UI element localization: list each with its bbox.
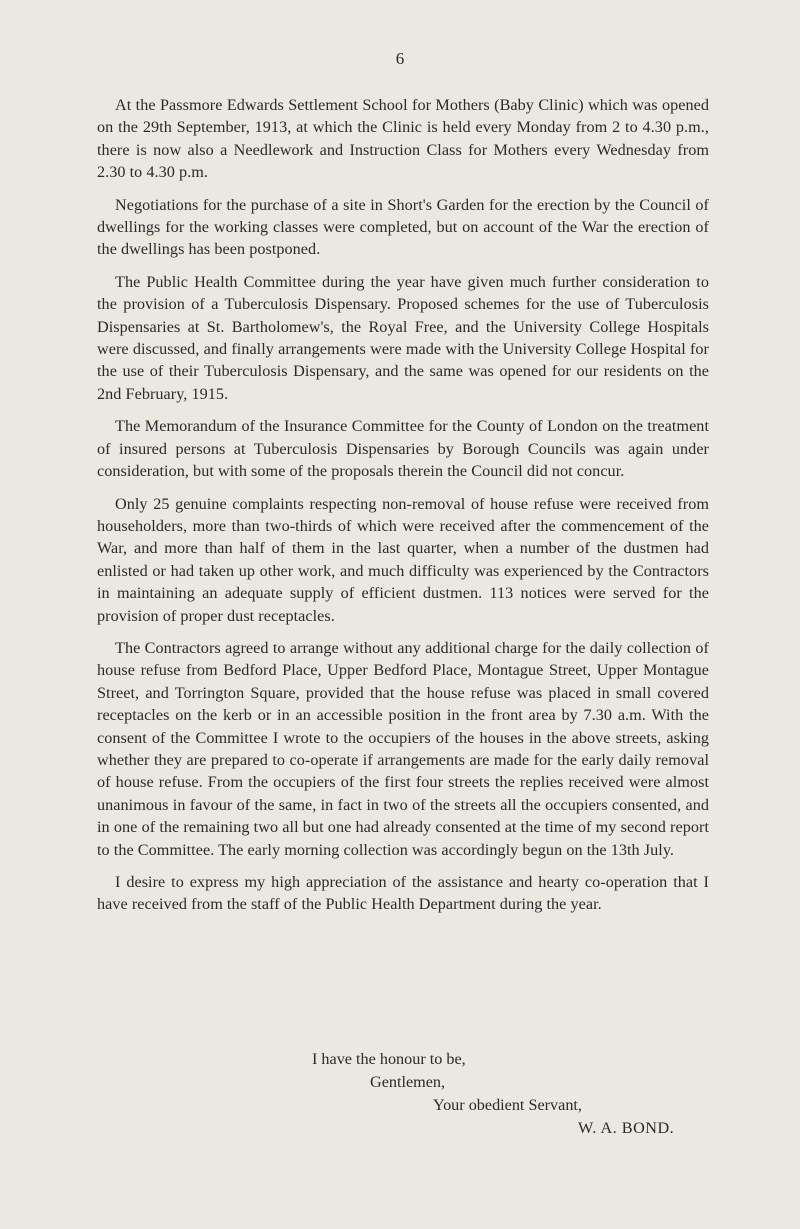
paragraph-baby-clinic: At the Passmore Edwards Settlement School for Mothers (Baby Clinic) which was opened on the 29th September, 1913, at which the Clinic is held every Monday from 2 to 4.30 p.m., there is now also a Needlework and Instruction Class for Mothers every Wednesday from 2.30 to 4.30 p.m. <box>97 96 709 182</box>
report-body <box>97 94 709 926</box>
paragraph-refuse-complaints: Only 25 genuine complaints respecting non-removal of house refuse were received from householders, more than two-thirds of which were received after the commencement of the War, and more than half of them in the last quarter, when a number of the dustmen had enlisted or had taken up other work, and much difficulty was experienced by the Contractors in maintaining an adequate supply of efficient dustmen. 113 notices were served for the provision of proper dust receptacles. <box>97 494 709 625</box>
closing-line-honour: I have the honour to be, <box>312 1050 466 1068</box>
page-number: 6 <box>395 49 405 68</box>
paragraph-shorts-garden: Negotiations for the purchase of a site in Short's Garden for the erection by the Council of dwellings for the working classes were completed, but on account of the War the erection of the dwellings has been postponed. <box>97 195 709 259</box>
paragraph-insurance-memorandum: The Memorandum of the Insurance Committee for the County of London on the treatment of insured persons at Tuberculosis Dispensaries by Borough Councils was again under consideration, but with some of the proposals therein the Council did not concur. <box>97 417 709 481</box>
closing-line-servant: Your obedient Servant, <box>433 1096 582 1114</box>
closing-line-salutation: Gentlemen, <box>370 1073 446 1091</box>
paragraph-tuberculosis-dispensary: The Public Health Committee during the year have given much further consideration to the provision of a Tuberculosis Dispensary. Proposed schemes for the use of Tuberculosis Dispensaries at St. Bartholomew's, the Royal Free, and the University College Hospitals were discussed, and finally arrangements were made with the University College Hospital for the use of their Tuberculosis Dispensary, and the same was opened for our residents on the 2nd February, 1915. <box>97 272 709 403</box>
signature: W. A. BOND. <box>578 1119 675 1137</box>
paragraph-appreciation: I desire to express my high appreciation of the assistance and hearty co-operation that I have received from the staff of the Public Health Department during the year. <box>97 873 709 914</box>
paragraph-daily-collection: The Contractors agreed to arrange without any additional charge for the daily collection of house refuse from Bedford Place, Upper Bedford Place, Montague Street, Upper Montague Street, and Torrington Square, provided that the house refuse was placed in small covered receptacles on the kerb or in an accessible position in the front area by 7.30 a.m. With the consent of the Committee I wrote to the occupiers of the houses in the above streets, asking whether they are prepared to co-operate if arrangements are made for the early daily removal of house refuse. From the occupiers of the first four streets the replies received were almost unanimous in favour of the same, in fact in two of the streets all the occupiers consented, and in one of the remaining two all but one had already consented at the time of my second report to the Committee. The early morning collection was accordingly begun on the 13th July. <box>97 638 709 859</box>
